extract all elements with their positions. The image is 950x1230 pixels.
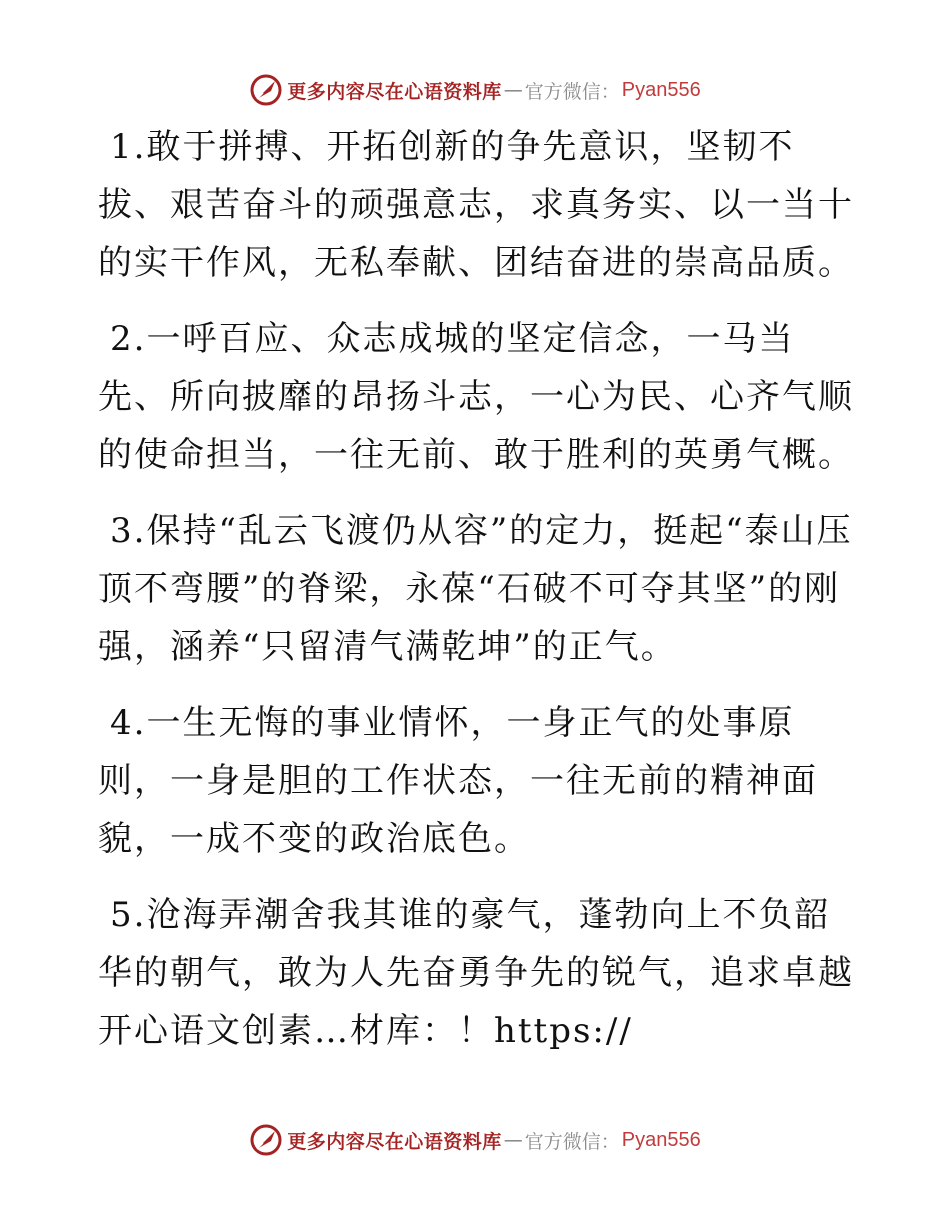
paragraph-2: 2.一呼百应、众志成城的坚定信念，一马当先、所向披靡的昂扬斗志，一心为民、心齐气顺的使命担当，一往无前、敢于胜利的英勇气概。 <box>98 319 854 475</box>
document-body <box>98 118 858 1078</box>
paragraph-4: 4.一生无悔的事业情怀，一身正气的处事原则，一身是胆的工作状态，一往无前的精神面貌，一成不变的政治底色。 <box>98 703 818 859</box>
footer-brand-text: 更多内容尽在心语资料库 <box>287 1130 502 1153</box>
header-wechat-id: Pyan556 <box>621 78 701 101</box>
quill-logo-icon <box>249 73 283 107</box>
footer-dash: — <box>503 1129 523 1151</box>
footer-banner <box>0 1120 950 1160</box>
header-banner <box>0 70 950 110</box>
paragraph-5: 5.沧海弄潮舍我其谁的豪气，蓬勃向上不负韶华的朝气，敢为人先奋勇争先的锐气，追求卓越开心语文创素…材库：！https:// <box>98 895 854 1051</box>
paragraph-1: 1.敢于拼搏、开拓创新的争先意识，坚韧不拔、艰苦奋斗的顽强意志，求真务实、以一当十的实干作风，无私奉献、团结奋进的崇高品质。 <box>98 127 854 283</box>
header-wechat-label: 官方微信： <box>524 80 620 103</box>
quill-logo-icon <box>249 1123 283 1157</box>
footer-wechat-label: 官方微信： <box>524 1130 620 1153</box>
paragraph-3: 3.保持“乱云飞渡仍从容”的定力，挺起“泰山压顶不弯腰”的脊梁，永葆“石破不可夺其坚”的刚强，涵养“只留清气满乾坤”的正气。 <box>98 511 853 667</box>
footer-wechat-id: Pyan556 <box>621 1128 701 1151</box>
header-dash: — <box>503 79 523 101</box>
header-brand-text: 更多内容尽在心语资料库 <box>287 80 502 103</box>
